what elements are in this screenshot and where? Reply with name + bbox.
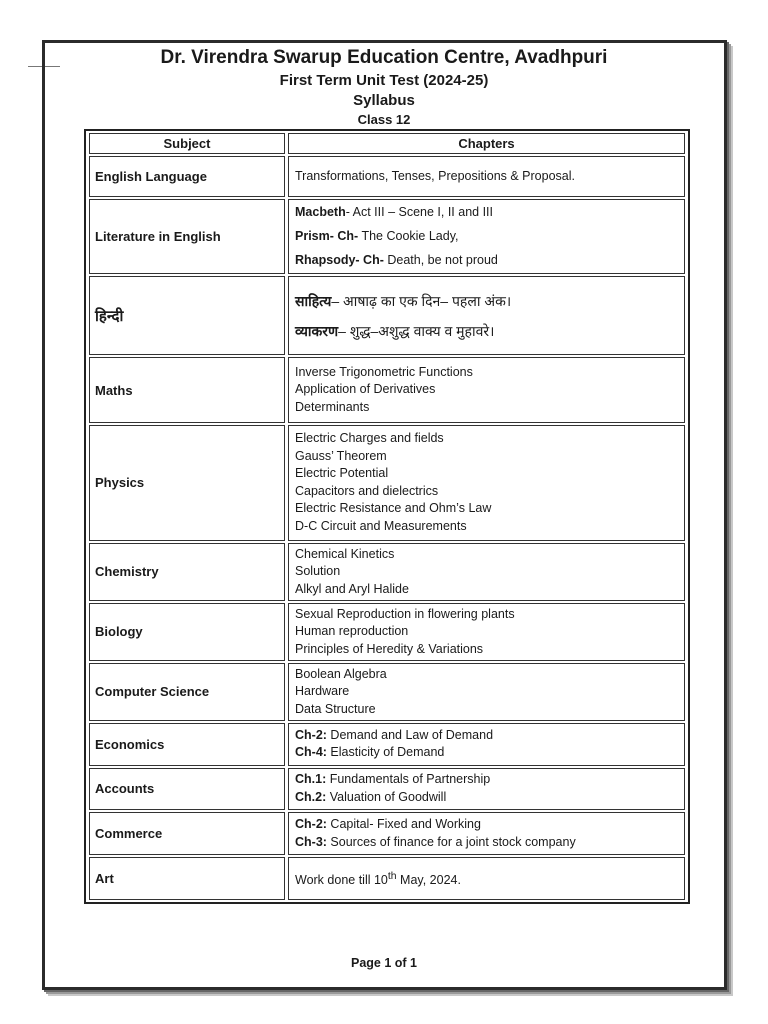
chapter-line	[295, 789, 678, 807]
chapter-line: Sexual Reproduction in flowering plants	[295, 606, 515, 621]
chapters-column-header: Chapters	[288, 133, 685, 154]
chapter-text: Death, be not proud	[383, 253, 498, 268]
chapter-line: Application of Derivatives	[295, 382, 436, 397]
chapters-cell	[288, 603, 685, 661]
chapter-line	[295, 200, 678, 224]
chapter-prefix: साहित्य	[295, 292, 332, 309]
ordinal-suffix: th	[387, 870, 397, 882]
chapter-line	[295, 286, 678, 316]
table-row	[89, 857, 685, 900]
table-row	[89, 199, 685, 274]
chapter-line: Inverse Trigonometric Functions	[295, 364, 473, 379]
chapter-line	[295, 868, 678, 890]
syllabus-table-frame	[84, 129, 690, 904]
chapter-text: – शुद्ध–अशुद्ध वाक्य व मुहावरे।	[338, 322, 495, 339]
chapter-prefix: Ch-4:	[295, 745, 327, 760]
chapter-line	[295, 744, 678, 762]
chapters-cell	[288, 276, 685, 355]
subject-cell: Accounts	[89, 768, 285, 811]
subject-cell: Physics	[89, 425, 285, 541]
school-name: Dr. Virendra Swarup Education Centre, Avadhpuri	[160, 47, 608, 68]
chapter-prefix: Prism- Ch-	[295, 229, 359, 244]
chapter-text-suffix: May, 2024.	[396, 872, 461, 887]
subject-cell: English Language	[89, 156, 285, 197]
table-row	[89, 768, 685, 811]
table-row	[89, 425, 685, 541]
chapter-line: Principles of Heredity & Variations	[295, 641, 484, 656]
chapter-line: Capacitors and dielectrics	[295, 483, 439, 498]
chapter-prefix: Rhapsody- Ch-	[295, 253, 384, 268]
chapter-line: Data Structure	[295, 701, 376, 716]
subject-cell: Commerce	[89, 812, 285, 855]
test-name: First Term Unit Test (2024-25)	[279, 72, 489, 89]
subject-cell: Computer Science	[89, 663, 285, 721]
chapter-prefix: Ch.1:	[295, 772, 327, 787]
chapter-text: Sources of finance for a joint stock company	[326, 834, 576, 849]
chapter-line: D-C Circuit and Measurements	[295, 518, 467, 533]
chapter-line: Human reproduction	[295, 624, 409, 639]
document-header	[0, 46, 768, 128]
chapters-cell	[288, 857, 685, 900]
chapter-text: - Act III – Scene I, II and III	[345, 205, 493, 220]
chapter-line	[295, 727, 678, 745]
table-row	[89, 357, 685, 422]
chapter-line	[295, 834, 678, 852]
chapter-line	[295, 316, 678, 346]
chapter-text: Elasticity of Demand	[326, 745, 445, 760]
chapter-prefix: व्याकरण	[295, 322, 339, 339]
table-row	[89, 723, 685, 766]
chapter-line: Transformations, Tenses, Prepositions & Proposal.	[295, 168, 575, 183]
subject-column-header: Subject	[89, 133, 285, 154]
chapters-cell	[288, 425, 685, 541]
subject-cell: Economics	[89, 723, 285, 766]
document-title: Syllabus	[353, 92, 415, 109]
chapter-line: Boolean Algebra	[295, 666, 387, 681]
chapter-line: Electric Resistance and Ohm’s Law	[295, 501, 492, 516]
chapters-cell	[288, 156, 685, 197]
chapters-cell	[288, 357, 685, 422]
table-row	[89, 663, 685, 721]
table-row	[89, 276, 685, 355]
chapter-line	[295, 816, 678, 834]
class-label: Class 12	[357, 112, 411, 127]
chapter-text: – आषाढ़ का एक दिन– पहला अंक।	[331, 292, 512, 309]
chapter-line	[295, 771, 678, 789]
chapter-text: Fundamentals of Partnership	[326, 772, 491, 787]
chapters-cell	[288, 723, 685, 766]
chapter-line: Hardware	[295, 684, 350, 699]
table-row	[89, 603, 685, 661]
chapter-line	[295, 224, 678, 248]
subject-cell: Chemistry	[89, 543, 285, 601]
chapter-line: Alkyl and Aryl Halide	[295, 581, 409, 596]
chapter-prefix: Ch-3:	[295, 834, 327, 849]
chapters-cell	[288, 768, 685, 811]
chapter-line: Electric Potential	[295, 466, 389, 481]
chapter-text: Valuation of Goodwill	[326, 789, 447, 804]
chapter-prefix: Macbeth	[295, 205, 346, 220]
table-row	[89, 812, 685, 855]
subject-cell: Biology	[89, 603, 285, 661]
subject-cell: हिन्दी	[89, 276, 285, 355]
chapter-text: Demand and Law of Demand	[326, 727, 494, 742]
chapter-prefix: Ch.2:	[295, 789, 327, 804]
chapter-text: Work done till 10	[295, 872, 388, 887]
subject-cell: Maths	[89, 357, 285, 422]
chapter-prefix: Ch-2:	[295, 817, 327, 832]
syllabus-table	[86, 131, 688, 902]
subject-cell: Art	[89, 857, 285, 900]
table-row	[89, 156, 685, 197]
chapter-line: Electric Charges and fields	[295, 431, 444, 446]
chapter-line: Determinants	[295, 399, 370, 414]
chapters-cell	[288, 812, 685, 855]
table-header-row	[89, 133, 685, 154]
chapter-text: The Cookie Lady,	[358, 229, 459, 244]
chapters-cell	[288, 199, 685, 274]
chapters-cell	[288, 543, 685, 601]
chapter-line: Solution	[295, 564, 341, 578]
chapter-line: Chemical Kinetics	[295, 546, 395, 561]
table-row	[89, 543, 685, 601]
subject-cell: Literature in English	[89, 199, 285, 274]
chapter-line: Gauss’ Theorem	[295, 448, 387, 463]
chapters-cell	[288, 663, 685, 721]
chapter-line	[295, 248, 678, 272]
page-number: Page 1 of 1	[351, 956, 417, 970]
chapter-prefix: Ch-2:	[295, 727, 327, 742]
chapter-text: Capital- Fixed and Working	[326, 817, 481, 832]
